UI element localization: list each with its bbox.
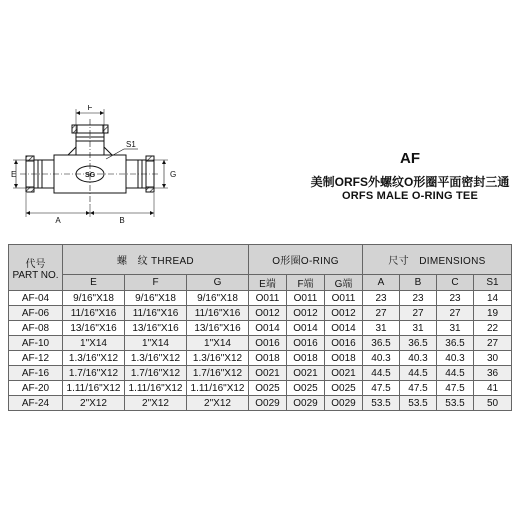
column-header: F端 — [287, 275, 325, 291]
spec-table — [8, 244, 512, 411]
table-cell: 2"X12 — [187, 396, 249, 411]
table-cell: 1.7/16"X12 — [125, 366, 187, 381]
table-cell: 1"X14 — [63, 336, 125, 351]
part-number-cell: AF-04 — [9, 291, 63, 306]
product-name-en: ORFS MALE O-RING TEE — [342, 190, 478, 202]
table-cell: 1.3/16"X12 — [187, 351, 249, 366]
column-header: G — [187, 275, 249, 291]
part-number-cell: AF-10 — [9, 336, 63, 351]
column-header: C — [437, 275, 474, 291]
table-cell: 36.5 — [363, 336, 400, 351]
table-cell: 44.5 — [363, 366, 400, 381]
table-cell: O021 — [249, 366, 287, 381]
table-cell: O021 — [287, 366, 325, 381]
column-header: G端 — [325, 275, 363, 291]
product-name-cn: 美制ORFS外螺纹O形圈平面密封三通 — [310, 175, 510, 189]
dimensions-group-header: 尺寸 DIMENSIONS — [363, 245, 512, 275]
table-cell: 53.5 — [437, 396, 474, 411]
table-row — [9, 306, 512, 321]
table-cell: 22 — [474, 321, 512, 336]
table-cell: 11/16"X16 — [63, 306, 125, 321]
table-cell: O012 — [325, 306, 363, 321]
table-row — [9, 321, 512, 336]
title-block — [300, 150, 520, 203]
table-cell: 30 — [474, 351, 512, 366]
table-row — [9, 291, 512, 306]
table-cell: 1.11/16"X12 — [125, 381, 187, 396]
part-header — [9, 245, 63, 291]
table-cell: 13/16"X16 — [63, 321, 125, 336]
column-header: E — [63, 275, 125, 291]
table-cell: 31 — [363, 321, 400, 336]
table-cell: 14 — [474, 291, 512, 306]
table-cell: 11/16"X16 — [125, 306, 187, 321]
part-header-cn: 代号 — [25, 258, 46, 270]
table-cell: 44.5 — [437, 366, 474, 381]
part-number-cell: AF-24 — [9, 396, 63, 411]
table-cell: 9/16"X18 — [125, 291, 187, 306]
table-cell: 13/16"X16 — [187, 321, 249, 336]
table-cell: 23 — [363, 291, 400, 306]
table-cell: O011 — [287, 291, 325, 306]
table-cell: 41 — [474, 381, 512, 396]
part-header-en: PART NO. — [12, 269, 59, 281]
column-header: S1 — [474, 275, 512, 291]
column-header: B — [400, 275, 437, 291]
table-cell: 23 — [437, 291, 474, 306]
part-number-cell: AF-12 — [9, 351, 63, 366]
table-cell: 1.11/16"X12 — [63, 381, 125, 396]
dim-label-e: E — [11, 170, 17, 179]
dim-label-f: F — [87, 105, 93, 112]
table-cell: O012 — [249, 306, 287, 321]
table-cell: 53.5 — [363, 396, 400, 411]
table-cell: 13/16"X16 — [125, 321, 187, 336]
table-cell: 31 — [437, 321, 474, 336]
part-number-cell: AF-16 — [9, 366, 63, 381]
table-cell: 9/16"X18 — [187, 291, 249, 306]
sub-header-row — [9, 275, 512, 291]
table-cell: 36.5 — [400, 336, 437, 351]
dim-label-a: A — [55, 216, 61, 225]
table-cell: 40.3 — [400, 351, 437, 366]
table-cell: 47.5 — [400, 381, 437, 396]
table-cell: 1.3/16"X12 — [125, 351, 187, 366]
table-cell: O014 — [325, 321, 363, 336]
table-cell: O025 — [325, 381, 363, 396]
table-cell: 1.3/16"X12 — [63, 351, 125, 366]
table-cell: 40.3 — [437, 351, 474, 366]
table-cell: 1"X14 — [125, 336, 187, 351]
table-cell: 40.3 — [363, 351, 400, 366]
part-number-cell: AF-08 — [9, 321, 63, 336]
dim-label-g: G — [170, 170, 177, 179]
table-cell: O018 — [325, 351, 363, 366]
table-cell: 2"X12 — [125, 396, 187, 411]
tee-fitting-drawing — [10, 105, 180, 230]
table-cell: 2"X12 — [63, 396, 125, 411]
table-cell: 47.5 — [363, 381, 400, 396]
table-row — [9, 366, 512, 381]
table-cell: O029 — [287, 396, 325, 411]
table-cell: 50 — [474, 396, 512, 411]
table-cell: O014 — [287, 321, 325, 336]
table-row — [9, 396, 512, 411]
table-cell: O011 — [325, 291, 363, 306]
table-row — [9, 351, 512, 366]
table-cell: O016 — [287, 336, 325, 351]
table-cell: 11/16"X16 — [187, 306, 249, 321]
product-code: AF — [400, 150, 420, 167]
oring-group-header: O形圈O-RING — [249, 245, 363, 275]
dim-label-b: B — [119, 216, 125, 225]
table-cell: 47.5 — [437, 381, 474, 396]
table-cell: 1"X14 — [187, 336, 249, 351]
table-row — [9, 336, 512, 351]
table-cell: 44.5 — [400, 366, 437, 381]
table-cell: 36.5 — [437, 336, 474, 351]
dim-label-s1: S1 — [126, 140, 136, 149]
hex-mark-logo: SG — [84, 172, 96, 179]
table-cell: 23 — [400, 291, 437, 306]
table-cell: 27 — [400, 306, 437, 321]
column-header: E端 — [249, 275, 287, 291]
part-number-cell: AF-20 — [9, 381, 63, 396]
table-cell: O016 — [325, 336, 363, 351]
table-cell: 31 — [400, 321, 437, 336]
column-header: F — [125, 275, 187, 291]
spec-table-body — [9, 291, 512, 411]
table-cell: O025 — [249, 381, 287, 396]
table-cell: O029 — [249, 396, 287, 411]
table-cell: 1.11/16"X12 — [187, 381, 249, 396]
column-header: A — [363, 275, 400, 291]
table-cell: O029 — [325, 396, 363, 411]
table-cell: O018 — [287, 351, 325, 366]
table-cell: O011 — [249, 291, 287, 306]
part-number-cell: AF-06 — [9, 306, 63, 321]
table-cell: 36 — [474, 366, 512, 381]
table-cell: O021 — [325, 366, 363, 381]
table-cell: 1.7/16"X12 — [187, 366, 249, 381]
table-cell: 27 — [437, 306, 474, 321]
table-cell: 19 — [474, 306, 512, 321]
thread-group-header: 螺 纹 THREAD — [63, 245, 249, 275]
table-cell: 53.5 — [400, 396, 437, 411]
table-cell: 27 — [474, 336, 512, 351]
table-cell: O018 — [249, 351, 287, 366]
table-cell: O025 — [287, 381, 325, 396]
table-cell: 1.7/16"X12 — [63, 366, 125, 381]
table-cell: O012 — [287, 306, 325, 321]
table-cell: O016 — [249, 336, 287, 351]
table-cell: 27 — [363, 306, 400, 321]
table-cell: 9/16"X18 — [63, 291, 125, 306]
table-cell: O014 — [249, 321, 287, 336]
table-row — [9, 381, 512, 396]
